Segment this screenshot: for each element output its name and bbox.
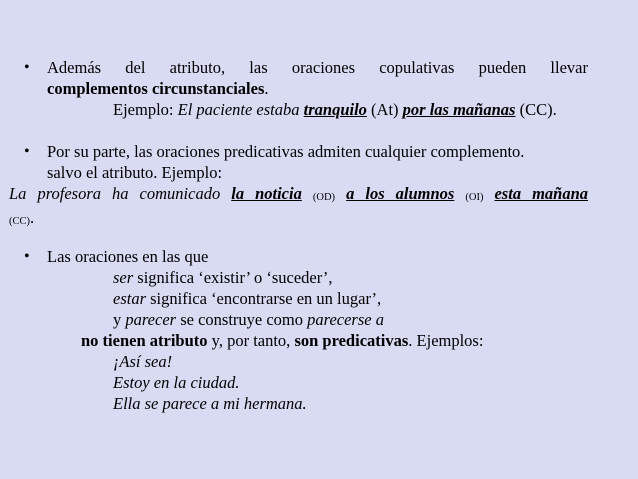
bullet-copulativas <box>24 57 588 120</box>
conclusion-bold2: son predicativas <box>294 331 409 350</box>
bullet-ser-estar-parecer <box>24 246 588 414</box>
bullet1-example <box>47 99 588 120</box>
conclusion-bold1: no tienen atributo <box>81 331 208 350</box>
ser-meaning: significa ‘existir’ o ‘suceder’, <box>133 268 333 287</box>
parecer-pre: y <box>113 310 126 329</box>
example-label: Ejemplo: <box>113 100 178 119</box>
example2-tag-od: (OD) <box>312 192 336 203</box>
bullet3-estar-line <box>47 288 588 309</box>
verb-estar: estar <box>113 289 146 308</box>
parecer-mid: se construye como <box>176 310 308 329</box>
example1-tag-cc: (CC). <box>515 100 557 119</box>
bullet1-line1: Además del atributo, las oraciones copulativas pueden llevar <box>47 58 588 77</box>
bullet3-conclusion <box>47 330 588 351</box>
example2-phrase1: La profesora ha comunicado <box>9 184 232 203</box>
bullet1-bold-term: complementos circunstanciales <box>47 79 265 98</box>
bullet3-ser-line <box>47 267 588 288</box>
example1-phrase1: El paciente estaba <box>177 100 304 119</box>
bullet2-line2: salvo el atributo. Ejemplo: <box>47 163 223 182</box>
bullet2-example-continuation <box>9 207 34 231</box>
estar-meaning: significa ‘encontrarse en un lugar’, <box>146 289 382 308</box>
example1-tag-at: (At) <box>366 100 403 119</box>
bullet2-example <box>9 183 588 207</box>
conclusion-mid: y, por tanto, <box>207 331 295 350</box>
example2-oi: a los alumnos <box>346 184 455 203</box>
bullet-marker: • <box>24 248 30 265</box>
bullet-predicativas <box>24 141 588 183</box>
bullet1-line2-end: . <box>264 79 269 98</box>
verb-parecerse: parecerse a <box>307 310 384 329</box>
example2-tag-cc: (CC) <box>9 216 30 227</box>
example2-tag-oi: (OI) <box>465 192 484 203</box>
example2-end: . <box>30 208 35 227</box>
example-asi-sea: ¡Así sea! <box>113 352 173 371</box>
verb-ser: ser <box>113 268 134 287</box>
example1-cc: por las mañanas <box>402 100 516 119</box>
bullet3-parecer-line <box>47 309 588 330</box>
example-ella-parece: Ella se parece a mi hermana. <box>113 394 307 413</box>
bullet2-line1: Por su parte, las oraciones predicativas admiten cualquier complemento. <box>47 142 525 161</box>
example-estoy-ciudad: Estoy en la ciudad. <box>113 373 240 392</box>
conclusion-end: . Ejemplos: <box>408 331 484 350</box>
example2-cc: esta mañana <box>494 184 589 203</box>
bullet1-line2 <box>47 78 588 99</box>
verb-parecer: parecer <box>125 310 177 329</box>
example1-atributo: tranquilo <box>303 100 367 119</box>
bullet3-line1: Las oraciones en las que <box>47 247 209 266</box>
bullet-marker: • <box>24 59 30 76</box>
example2-od: la noticia <box>231 184 302 203</box>
bullet-marker: • <box>24 143 30 160</box>
